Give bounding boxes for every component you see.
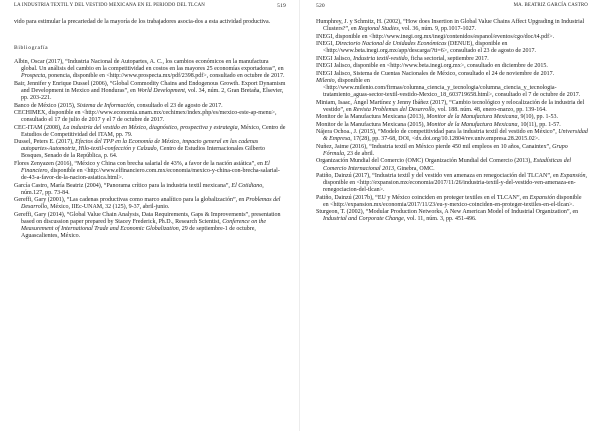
reference-italic-title: La industria del vestido en México, diagnóstico, prospectiva y estrategia: [63, 124, 238, 131]
reference-entry: CEC-ITAM (2008), La industria del vestido en México, diagnóstico, prospectiva y estrategia, México, Centro de Estudios de Competitividad del ITAM, pp. 79.: [14, 124, 286, 138]
reference-italic-title: Monitor de la Manufactura Mexicana: [426, 114, 518, 121]
reference-entry: García Castro, María Beatriz (2004), “Panorama crítico para la industria textil mexicana”, El Cotidiano, núm.127, pp. 73-84.: [14, 182, 264, 196]
reference-entry: Albin, Oscar (2017), “Industria Nacional de Autopartes, A. C., los cambios económicos en la manufactura global. Un análisis del cambio en la competitividad en costos en las mayores 25 economías exportadoras”, en Prospecta, ponencia, disponible en <http://www.prospecta.mx/pdf/2398.pdf>, consultado en octubre de 2017.: [14, 59, 285, 80]
reference-entry: Nuñez, Jaime (2016), “Industria textil en México pierde 450 mil empleos en 10 años, Canaintex”, Grupo Fórmula, 23 de abril.: [316, 143, 568, 157]
reference-list: [14, 59, 286, 240]
right-running-header: [316, 3, 588, 13]
reference-italic-title: Directorio Nacional de Unidades Económicas: [335, 41, 447, 48]
right-page-body: [316, 19, 588, 224]
left-page-body: [14, 19, 286, 240]
reference-entry: Bair, Jennifer y Enrique Dussel (2006), “Global Commodity Chains and Endogenous Growth. Export Dynamism and Development in Mexico and Honduras”, en World Development, vol. 34, núm. 2, Gran Bretaña, Elsevier, pp. 203-221.: [14, 80, 286, 102]
reference-entry: Dussel, Peters E. (2017), Efectos del TPP en la Economía de México, impacto general en las cadenas autopartes-Automotriz, Hilo-textil-confección y Calzado, Centro de Estudios Internacionales Gilberto Bosques, Senado de la República, p. 64.: [14, 139, 265, 160]
reference-entry: INEGI Jalisco, Industria textil-vestido, ficha sectorial, septiembre 2017.: [316, 55, 489, 62]
page-number: 520: [316, 3, 325, 9]
reference-entry: Organización Mundial del Comercio (OMC) Organización Mundial del Comercio (2013), Estadísticas del Comercio Internacional 2013, Ginebra, OMC.: [316, 158, 572, 172]
reference-entry: Humphrey, J. y Schmitz, H. (2002), “How does Insertion in Global Value Chains Affect Upgrading in Industrial Clusters?”, en Regional Studies, vol. 36, núm. 9, pp.1017-1027.: [316, 19, 585, 33]
right-page: [316, 0, 588, 431]
reference-italic-title: Expansión: [560, 173, 586, 180]
reference-italic-title: Grupo Fórmula: [323, 143, 568, 157]
reference-entry: Gereffi, Gary (2014), “Global Value Chain Analysis, Data Requirements, Gaps & Improvements”, presentation based on discussion paper prepared by Stacey Frederick, Ph.D., Research Scientist, Conference on the Measurement of International Trade and Economic Globalization, 29 de septiembre-1 de octubre, Aguascalientes, México.: [14, 211, 281, 239]
running-head-author: MA. BEATRIZ GARCÍA CASTRO: [513, 3, 588, 8]
reference-italic-title: Efectos del TPP en la Economía de México, impacto general en las cadenas autopartes-Automotriz, Hilo-textil-confección y Calzado: [21, 139, 259, 153]
reference-italic-title: Monitor de la Manufactura Mexicana: [426, 121, 518, 128]
reference-italic-title: Estadísticas del Comercio Internacional 2013: [323, 158, 572, 172]
reference-entry: INEGI Jalisco, disponible en <http://www.beta.inegi.org.mx>, consultado en diciembre de 2015.: [316, 63, 548, 70]
reference-entry: CECHIMEX, disponible en <http://www.economia.unam.mx/cechimex/index.php/es/mexico-este-ap-menu>, consultado el 17 de julio de 2017 y el 7 de octubre de 2017.: [14, 110, 277, 124]
reference-italic-title: Milenio: [316, 78, 335, 85]
reference-entry: INEGI, Directorio Nacional de Unidades Económicas (DENUE), disponible en <http://www.beta.inegi.org.mx/app/descarga/?ti=6>, consultado el 23 de agosto de 2017.: [316, 41, 536, 55]
reference-entry: Milenio, disponible en <http://www.milenio.com/firmas/columna_ciencia_y_tecnologia/columna_ciencia_y_tecnologia-tratamiento_aguas-sector-textil-vestido-Mexico_18_603719658.html>, consultado el 7 de octubre de 2017.: [316, 78, 581, 99]
left-running-header: [14, 3, 286, 13]
reference-italic-title: Industrial and Corporate Change: [323, 216, 404, 223]
reference-italic-title: Conference on the Measurement of International Trade and Economic Globalization: [21, 218, 267, 232]
reference-entry: Monitor de la Manufactura Mexicana (2013), Monitor de la Manufactura Mexicana, 9(10), pp. 1-53.: [316, 114, 558, 121]
reference-italic-title: El Financiero: [21, 160, 270, 174]
intro-paragraph: vido para estimular la precariedad de la mayoría de los trabajadores asocia-dos a esta actividad productiva.: [14, 19, 271, 25]
reference-italic-title: World Development: [137, 87, 185, 94]
section-heading-bibliography: Bibliografía: [14, 45, 49, 52]
reference-italic-title: Revista Problemas del Desarrollo: [353, 106, 435, 113]
page-gutter: [299, 0, 300, 431]
reference-italic-title: Problemas del Desarrollo: [21, 197, 281, 211]
reference-entry: Patiño, Dainzú (2017), “Industria textil y del vestido ven amenaza en renegociación del TLCAN”, en Expansión, disponible en <http://expansion.mx/economia/2017/11/26/industria-textil-y-del-vestido-ven-amenaza-en-renegociacion-del-tlcan>.: [316, 173, 587, 194]
reference-entry: Nájera Ochoa., J. (2015), “Modelo de competitividad para la industria textil del vestido en México”, Universidad & Empresa, 17(28), pp. 37-68, DOI, <dx.doi.org/10.12804/rev.univ.empresa.28.2015.02>.: [316, 129, 588, 143]
reference-entry: Miniam, Isaac, Ángel Martínez y Jenny Ibáñez (2017), “Cambio tecnológico y relocalización de la industria del vestido”, en Revista Problemas del Desarrollo, vol. 188. núm. 48, enero-marzo, pp. 139-164.: [316, 99, 585, 113]
running-head-title: LA INDUSTRIA TEXTIL Y DEL VESTIDO MEXICANA EN EL PERIODO DEL TLCAN: [14, 3, 205, 8]
reference-entry: Banco de México (2015), Sistema de Información, consultado el 23 de agosto de 2017.: [14, 102, 223, 109]
reference-entry: Patiño, Dainzú (2017b), “EU y México coinciden en proteger textiles en el TLCAN”, en Expansión disponible en <http://expansion.mx/economia/2017/11/23/eu-y-mexico-coinciden-en-proteger-textiles-en-el-tlcan>.: [316, 194, 582, 208]
reference-entry: Gereffi, Gary (2001), “Las cadenas productivas como marco analítico para la globalización”, en Problemas del Desarrollo, México, IIEc-UNAM, 32 (125), 9-37, abril-junio.: [14, 197, 281, 211]
reference-italic-title: El Cotidiano: [231, 182, 263, 189]
reference-italic-title: Sistema de Información: [76, 102, 134, 109]
reference-italic-title: Prospecta: [21, 73, 46, 80]
reference-italic-title: Regional Studies: [358, 26, 399, 33]
reference-entry: Sturgeon, T. (2002), “Modular Production Networks, A New American Model of Industrial Organization”, en Industrial and Corporate Change, vol. 11, núm. 3, pp. 451-496.: [316, 209, 579, 223]
reference-entry: Monitor de la Manufactura Mexicana (2015), Monitor de la Manufactura Mexicana, 10(11), pp. 1-57.: [316, 121, 561, 128]
reference-entry: INEGI Jalisco, Sistema de Cuentas Nacionales de México, consultado el 24 de noviembre de 2017.: [316, 70, 555, 77]
left-page: [14, 0, 286, 431]
reference-italic-title: Expansión: [529, 194, 556, 201]
reference-entry: INEGI, disponible en <http://www.inegi.org.mx/inegi/contenidos/espanol/eventos/cgo/doc/t4.pdf>.: [316, 33, 555, 40]
reference-list: [316, 19, 588, 223]
reference-entry: Flores Zenyazen (2016), “México y China con brecha salarial de 43%, a favor de la nación asiática”, en El Financiero, disponible en <http://www.elfinanciero.com.mx/economia/mexico-y-china-con-brecha-salarial-de-43-a-favor-de-la-nacion-asiatica.html>.: [14, 160, 280, 182]
page-number: 519: [277, 3, 286, 9]
reference-italic-title: Universidad & Empresa: [323, 129, 588, 143]
reference-italic-title: Industria textil-vestido: [353, 55, 408, 62]
